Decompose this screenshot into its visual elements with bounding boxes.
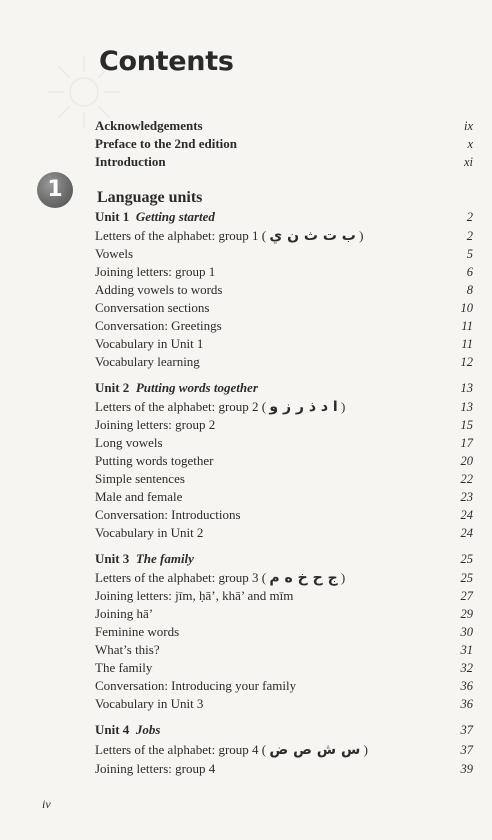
toc-entry[interactable]	[95, 245, 473, 263]
toc-entry[interactable]	[95, 623, 473, 641]
toc-entry[interactable]	[95, 677, 473, 695]
toc-entry-page: 11	[461, 337, 473, 351]
toc-entry[interactable]	[95, 263, 473, 281]
toc-entry[interactable]	[95, 299, 473, 317]
arabic-letters: ا د ذ ر ز و	[269, 399, 338, 415]
unit-subtitle: Putting words together	[135, 380, 258, 395]
toc-entry[interactable]	[95, 659, 473, 677]
arabic-letters: ج ح خ ه م	[269, 570, 338, 586]
page-number: iv	[42, 797, 51, 811]
unit-heading[interactable]	[95, 721, 473, 739]
unit-number: Unit 3	[95, 551, 130, 566]
toc-entry-page: 10	[460, 301, 473, 315]
toc-entry-label: Vocabulary in Unit 3	[95, 696, 204, 711]
toc-entry-page: 6	[466, 265, 473, 279]
toc-entry-page: 37	[460, 743, 473, 757]
section-heading: Language units	[97, 189, 203, 206]
toc-entry-label: Conversation: Introductions	[95, 507, 241, 522]
unit-number: Unit 1	[95, 209, 130, 224]
toc-entry-page: 25	[460, 571, 473, 585]
unit-subtitle: Getting started	[135, 209, 215, 224]
toc-entry[interactable]	[95, 760, 473, 778]
unit-subtitle: The family	[135, 551, 194, 566]
toc-entry-label: Letters of the alphabet: group 1	[95, 228, 259, 243]
toc-entry-label: Simple sentences	[95, 471, 185, 486]
toc-entry-label: Putting words together	[95, 453, 214, 468]
unit-heading[interactable]	[95, 379, 473, 397]
page-title: Contents	[99, 46, 234, 77]
toc-entry[interactable]	[95, 452, 473, 470]
toc-entry-label: Letters of the alphabet: group 2	[95, 399, 259, 414]
toc-entry-page: 13	[460, 400, 473, 414]
toc-entry-label: Male and female	[95, 489, 183, 504]
toc-entry-label: Joining letters: jīm, ḥā’, khā’ and mīm	[95, 588, 294, 603]
toc-entry-label: Long vowels	[95, 435, 163, 450]
toc-entry-page: 32	[460, 661, 473, 675]
toc-entry-label: The family	[95, 660, 153, 675]
toc-entry-page: 8	[466, 283, 473, 297]
toc-entry-page: 2	[466, 210, 473, 224]
toc-entry-page: 36	[460, 697, 473, 711]
toc-entry[interactable]: Letters of the alphabet: group 1 ( ب ت ث ن ي ) 2	[95, 228, 473, 244]
unit-heading[interactable]	[95, 208, 473, 226]
toc-entry-label: Joining hā’	[95, 606, 154, 621]
toc-entry-label: Conversation: Greetings	[95, 318, 222, 333]
toc-entry[interactable]: Letters of the alphabet: group 3 ( ج ح خ ه م ) 25	[95, 570, 473, 586]
toc-entry[interactable]	[95, 605, 473, 623]
toc-entry-label: Vocabulary in Unit 2	[95, 525, 204, 540]
toc-entry-page: 17	[460, 436, 473, 450]
toc-entry-label: Letters of the alphabet: group 3	[95, 570, 259, 585]
toc-entry[interactable]	[95, 641, 473, 659]
toc-entry[interactable]	[95, 117, 473, 135]
toc-entry[interactable]: Letters of the alphabet: group 4 ( س ش ص ض ) 37	[95, 742, 473, 758]
toc-entry[interactable]	[95, 135, 473, 153]
toc-entry[interactable]	[95, 353, 473, 371]
toc-entry-label: Feminine words	[95, 624, 180, 639]
toc-entry-label: Joining letters: group 4	[95, 761, 216, 776]
unit-number: Unit 4	[95, 722, 130, 737]
toc-entry-page: 30	[460, 625, 473, 639]
arabic-letters: ب ت ث ن ي	[269, 228, 356, 244]
section-number-badge: 1	[37, 172, 73, 208]
toc-entry-label: Letters of the alphabet: group 4	[95, 742, 259, 757]
toc-entry[interactable]	[95, 317, 473, 335]
unit-subtitle: Jobs	[135, 722, 161, 737]
unit-number: Unit 2	[95, 380, 130, 395]
toc-entry-label: Conversation sections	[95, 300, 210, 315]
arabic-letters: س ش ص ض	[269, 742, 361, 758]
toc-entry-label: Introduction	[95, 154, 166, 169]
toc-entry-label: Vowels	[95, 246, 134, 261]
toc-entry-page: 12	[460, 355, 473, 369]
toc-entry-page: 22	[460, 472, 473, 486]
toc-entry-page: 29	[460, 607, 473, 621]
toc-entry-label: Adding vowels to words	[95, 282, 223, 297]
toc-entry-page: 37	[460, 723, 473, 737]
toc-entry[interactable]	[95, 506, 473, 524]
toc-entry[interactable]	[95, 524, 473, 542]
toc-entry-page: 2	[466, 229, 473, 243]
toc-entry-page: 31	[460, 643, 473, 657]
toc-entry-page: 5	[466, 247, 473, 261]
toc-entry-page: 25	[460, 552, 473, 566]
toc-entry-page: 23	[460, 490, 473, 504]
toc-entry-label: What’s this?	[95, 642, 160, 657]
toc-entry-label: Joining letters: group 2	[95, 417, 216, 432]
toc-entry-label: Conversation: Introducing your family	[95, 678, 297, 693]
toc-entry-label: Joining letters: group 1	[95, 264, 216, 279]
unit-heading[interactable]	[95, 550, 473, 568]
toc-entry-page: x	[467, 137, 473, 151]
toc-entry-page: ix	[463, 119, 473, 133]
toc-entry-page: 27	[460, 589, 473, 603]
toc-entry-page: 20	[460, 454, 473, 468]
toc-entry[interactable]	[95, 488, 473, 506]
toc-entry-page: 15	[460, 418, 473, 432]
toc-entry-label: Acknowledgements	[95, 118, 203, 133]
toc-entry-page: 24	[460, 508, 473, 522]
toc-entry[interactable]	[95, 470, 473, 488]
toc-entry-label: Vocabulary in Unit 1	[95, 336, 204, 351]
toc-entry-page: 24	[460, 526, 473, 540]
toc-entry-page: 36	[460, 679, 473, 693]
toc-entry[interactable]	[95, 587, 473, 605]
toc-entry[interactable]	[95, 416, 473, 434]
toc-entry[interactable]	[95, 434, 473, 452]
toc-entry-page: xi	[463, 155, 473, 169]
toc-entry[interactable]	[95, 695, 473, 713]
toc-entry-page: 11	[461, 319, 473, 333]
toc-entry[interactable]	[95, 153, 473, 171]
toc-entry-label: Preface to the 2nd edition	[95, 136, 238, 151]
toc-entry[interactable]	[95, 335, 473, 353]
toc-entry-page: 13	[460, 381, 473, 395]
toc-entry[interactable]: Letters of the alphabet: group 2 ( ا د ذ ر ز و ) 13	[95, 399, 473, 415]
toc-entry-page: 39	[460, 762, 473, 776]
toc-entry[interactable]	[95, 281, 473, 299]
toc-entry-label: Vocabulary learning	[95, 354, 200, 369]
